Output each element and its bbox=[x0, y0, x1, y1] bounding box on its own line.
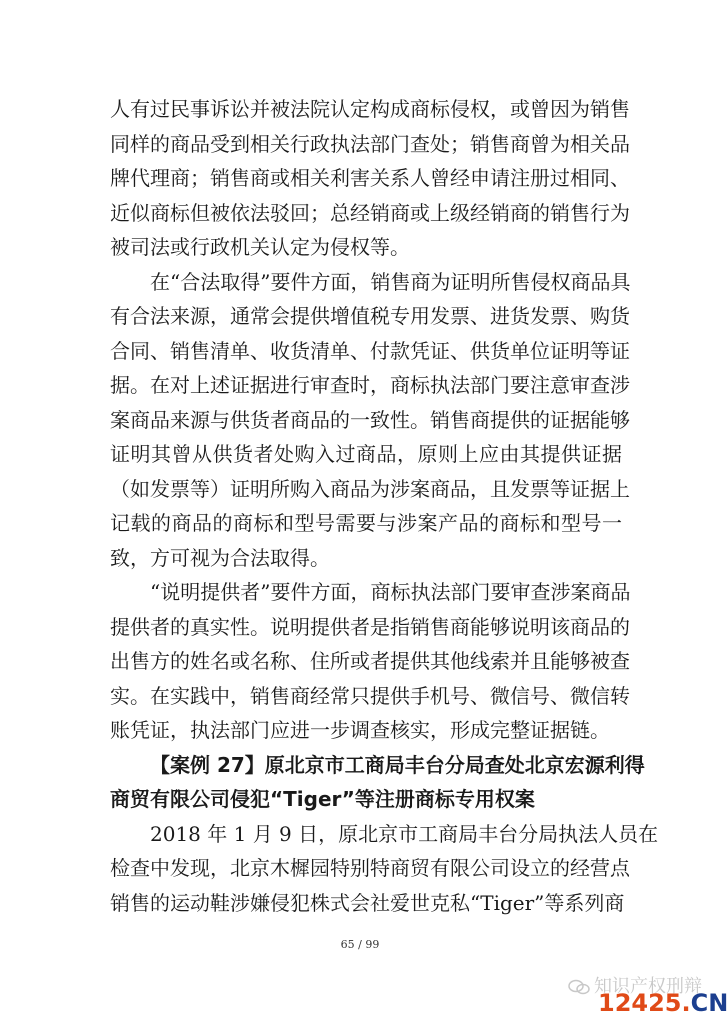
body-line: （如发票等）证明所购入商品为涉案商品，且发票等证据上 bbox=[110, 477, 630, 501]
body-line: 近似商标但被依法驳回；总经销商或上级经销商的销售行为 bbox=[110, 201, 630, 225]
body-line: 被司法或行政机关认定为侵权等。 bbox=[110, 235, 410, 259]
body-line: 证明其曾从供货者处购入过商品，原则上应由其提供证据 bbox=[110, 442, 622, 466]
site-logo bbox=[598, 989, 728, 1017]
wechat-icon bbox=[568, 979, 590, 995]
body-line: “说明提供者”要件方面，商标执法部门要审查涉案商品 bbox=[150, 580, 631, 604]
body-line: 在“合法取得”要件方面，销售商为证明所售侵权商品具 bbox=[150, 270, 631, 294]
body-line: 致，方可视为合法取得。 bbox=[110, 546, 330, 570]
body-line: 出售方的姓名或名称、住所或者提供其他线索并且能够被查 bbox=[110, 649, 630, 673]
body-line: 2018 年 1 月 9 日，原北京市工商局丰台分局执法人员在 bbox=[150, 822, 659, 846]
body-line: 检查中发现，北京木樨园特别特商贸有限公司设立的经营点 bbox=[110, 856, 630, 880]
body-line: 有合法来源，通常会提供增值税专用发票、进货发票、购货 bbox=[110, 304, 630, 328]
case-heading: 【案例 27】原北京市工商局丰台分局查处北京宏源利得 bbox=[150, 753, 645, 777]
body-line: 案商品来源与供货者商品的一致性。销售商提供的证据能够 bbox=[110, 408, 630, 432]
body-line: 记载的商品的商标和型号需要与涉案产品的商标和型号一 bbox=[110, 511, 622, 535]
body-line: 牌代理商；销售商或相关利害关系人曾经申请注册过相同、 bbox=[110, 166, 630, 190]
body-line: 人有过民事诉讼并被法院认定构成商标侵权，或曾因为销售 bbox=[110, 97, 630, 121]
body-line: 提供者的真实性。说明提供者是指销售商能够说明该商品的 bbox=[110, 615, 630, 639]
site-logo-dot: . bbox=[681, 989, 691, 1017]
body-line: 账凭证，执法部门应进一步调查核实，形成完整证据链。 bbox=[110, 718, 610, 742]
site-logo-suffix: CN bbox=[690, 989, 728, 1017]
body-line: 实。在实践中，销售商经常只提供手机号、微信号、微信转 bbox=[110, 684, 630, 708]
case-heading: 商贸有限公司侵犯“Tiger”等注册商标专用权案 bbox=[110, 787, 535, 811]
site-logo-number: 12425 bbox=[598, 989, 682, 1017]
body-line: 同样的商品受到相关行政执法部门查处；销售商曾为相关品 bbox=[110, 132, 630, 156]
page-number: 65 / 99 bbox=[340, 938, 380, 951]
body-line: 据。在对上述证据进行审查时，商标执法部门要注意审查涉 bbox=[110, 373, 630, 397]
watermark-text: 知识产权刑辩 bbox=[594, 976, 702, 997]
body-line: 销售的运动鞋涉嫌侵犯株式会社爱世克私“Tiger”等系列商 bbox=[110, 891, 625, 915]
body-line: 合同、销售清单、收货清单、付款凭证、供货单位证明等证 bbox=[110, 339, 630, 363]
